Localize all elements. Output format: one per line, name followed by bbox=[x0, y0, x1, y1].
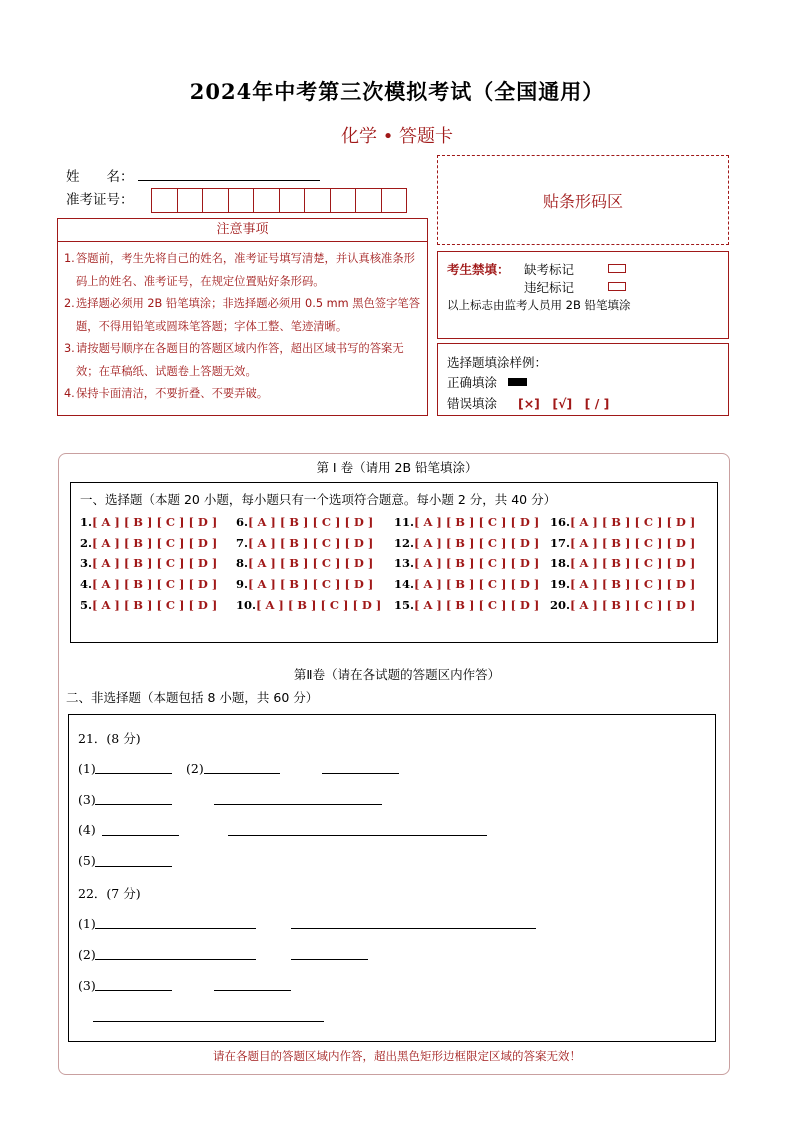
choice-question bbox=[80, 536, 217, 550]
choice-question bbox=[394, 556, 539, 570]
question-number: 19. bbox=[550, 577, 571, 591]
exam-id-digit-box[interactable] bbox=[304, 188, 331, 213]
notice-body bbox=[57, 241, 428, 416]
question-number: 6. bbox=[236, 515, 249, 529]
forbid-label: 考生禁填： bbox=[447, 262, 510, 277]
question-number: 1. bbox=[80, 515, 93, 529]
q21-1-blank[interactable] bbox=[95, 773, 172, 774]
notice-item: 4. 保持卡面清洁，不要折叠、不要弄破。 bbox=[64, 387, 269, 400]
answer-box-21-22 bbox=[68, 714, 716, 1042]
barcode-label: 贴条形码区 bbox=[542, 191, 623, 211]
exam-id-digit-box[interactable] bbox=[279, 188, 306, 213]
page-subtitle: 化学 • 答题卡 bbox=[340, 126, 454, 147]
answer-options[interactable]: [ A ] [ B ] [ C ] [ D ] bbox=[92, 515, 218, 529]
fill-sample-box bbox=[437, 343, 729, 416]
answer-options[interactable]: [ A ] [ B ] [ C ] [ D ] bbox=[92, 536, 218, 550]
choice-question bbox=[236, 515, 373, 529]
question-number: 13. bbox=[394, 556, 415, 570]
exam-id-digit-box[interactable] bbox=[151, 188, 178, 213]
q21-4-label: (4) bbox=[78, 822, 96, 837]
question-number: 2. bbox=[80, 536, 93, 550]
question-number: 20. bbox=[550, 598, 571, 612]
q22-2-label: (2) bbox=[78, 947, 96, 962]
choice-heading: 一、选择题（本题 20 小题，每小题只有一个选项符合题意。每小题 2 分，共 40 分） bbox=[80, 492, 557, 507]
notice-heading: 注意事项 bbox=[57, 218, 428, 242]
choice-question bbox=[394, 577, 539, 591]
absent-mark-box[interactable] bbox=[608, 264, 626, 273]
correct-fill-label: 正确填涂 bbox=[447, 375, 498, 390]
q22-3b-blank[interactable] bbox=[214, 990, 291, 991]
question-number: 10. bbox=[236, 598, 257, 612]
question-number: 11. bbox=[394, 515, 415, 529]
choice-question bbox=[550, 536, 695, 550]
exam-id-digit-box[interactable] bbox=[355, 188, 382, 213]
exam-id-label: 准考证号： bbox=[66, 192, 134, 208]
footer-warning: 请在各题目的答题区域内作答，超出黑色矩形边框限定区域的答案无效！ bbox=[213, 1049, 581, 1063]
question-number: 9. bbox=[236, 577, 249, 591]
violation-mark-label: 违纪标记 bbox=[524, 280, 575, 295]
q21-2-label: (2) bbox=[186, 761, 204, 776]
absent-mark-label: 缺考标记 bbox=[524, 262, 575, 277]
answer-options[interactable]: [ A ] [ B ] [ C ] [ D ] bbox=[414, 556, 540, 570]
answer-options[interactable]: [ A ] [ B ] [ C ] [ D ] bbox=[92, 577, 218, 591]
q21-4-blank[interactable] bbox=[102, 835, 179, 836]
answer-options[interactable]: [ A ] [ B ] [ C ] [ D ] bbox=[570, 577, 696, 591]
part1-title: 第 I 卷（请用 2B 铅笔填涂） bbox=[316, 460, 478, 475]
notice-item: 3. 请按题号顺序在各题目的答题区域内作答，超出区域书写的答案无效；在草稿纸、试题卷上答题无效。 bbox=[64, 342, 404, 378]
q21-2-blank[interactable] bbox=[204, 773, 280, 774]
answer-options[interactable]: [ A ] [ B ] [ C ] [ D ] bbox=[92, 598, 218, 612]
choice-question bbox=[394, 598, 539, 612]
q22-heading: 22．(7 分) bbox=[78, 886, 141, 901]
q22-2-blank[interactable] bbox=[95, 959, 256, 960]
question-number: 4. bbox=[80, 577, 93, 591]
question-number: 18. bbox=[550, 556, 571, 570]
exam-id-digit-box[interactable] bbox=[228, 188, 255, 213]
q21-3b-blank[interactable] bbox=[214, 804, 382, 805]
question-number: 3. bbox=[80, 556, 93, 570]
exam-id-boxes[interactable] bbox=[151, 188, 406, 213]
exam-id-digit-box[interactable] bbox=[177, 188, 204, 213]
part2-heading: 二、非选择题（本题包括 8 小题，共 60 分） bbox=[66, 690, 319, 705]
choice-question bbox=[236, 556, 373, 570]
answer-options[interactable]: [ A ] [ B ] [ C ] [ D ] bbox=[248, 536, 374, 550]
q21-2b-blank[interactable] bbox=[322, 773, 399, 774]
examiner-only-box bbox=[437, 251, 729, 339]
exam-id-digit-box[interactable] bbox=[381, 188, 408, 213]
q21-heading: 21．(8 分) bbox=[78, 731, 141, 746]
choice-question bbox=[394, 536, 539, 550]
forbid-note: 以上标志由监考人员用 2B 铅笔填涂 bbox=[447, 298, 631, 312]
violation-mark-box[interactable] bbox=[608, 282, 626, 291]
question-number: 12. bbox=[394, 536, 415, 550]
name-label: 姓 名： bbox=[66, 169, 134, 185]
choice-question bbox=[550, 598, 695, 612]
q22-3c-blank[interactable] bbox=[93, 1021, 324, 1022]
q22-3-label: (3) bbox=[78, 978, 96, 993]
answer-options[interactable]: [ A ] [ B ] [ C ] [ D ] bbox=[570, 598, 696, 612]
question-number: 5. bbox=[80, 598, 93, 612]
wrong-fill-label: 错误填涂 bbox=[447, 396, 498, 411]
page-title: 2024年中考第三次模拟考试（全国通用） bbox=[189, 79, 605, 104]
choice-question bbox=[236, 577, 373, 591]
question-number: 8. bbox=[236, 556, 249, 570]
exam-id-digit-box[interactable] bbox=[202, 188, 229, 213]
choice-question bbox=[550, 515, 695, 529]
choice-question bbox=[80, 577, 217, 591]
answer-options[interactable]: [ A ] [ B ] [ C ] [ D ] bbox=[414, 598, 540, 612]
choice-question bbox=[80, 515, 217, 529]
filled-mark-icon bbox=[508, 378, 527, 386]
q22-2b-blank[interactable] bbox=[291, 959, 368, 960]
choice-question bbox=[236, 598, 381, 612]
choice-question bbox=[80, 598, 217, 612]
choice-question bbox=[550, 577, 695, 591]
answer-options[interactable]: [ A ] [ B ] [ C ] [ D ] bbox=[92, 556, 218, 570]
choice-question bbox=[236, 536, 373, 550]
answer-options[interactable]: [ A ] [ B ] [ C ] [ D ] bbox=[570, 515, 696, 529]
q21-3-label: (3) bbox=[78, 792, 96, 807]
question-number: 15. bbox=[394, 598, 415, 612]
q21-5-blank[interactable] bbox=[95, 866, 172, 867]
answer-options[interactable]: [ A ] [ B ] [ C ] [ D ] bbox=[414, 536, 540, 550]
q21-1-label: (1) bbox=[78, 761, 96, 776]
answer-options[interactable]: [ A ] [ B ] [ C ] [ D ] bbox=[570, 536, 696, 550]
question-number: 7. bbox=[236, 536, 249, 550]
part2-title: 第Ⅱ卷（请在各试题的答题区内作答） bbox=[293, 667, 501, 682]
q22-1-label: (1) bbox=[78, 916, 96, 931]
answer-options[interactable]: [ A ] [ B ] [ C ] [ D ] bbox=[248, 515, 374, 529]
question-number: 16. bbox=[550, 515, 571, 529]
choice-question bbox=[550, 556, 695, 570]
q22-3-blank[interactable] bbox=[95, 990, 172, 991]
question-number: 17. bbox=[550, 536, 571, 550]
answer-options[interactable]: [ A ] [ B ] [ C ] [ D ] bbox=[248, 556, 374, 570]
answer-options[interactable]: [ A ] [ B ] [ C ] [ D ] bbox=[248, 577, 374, 591]
notice-item: 2. 选择题必须用 2B 铅笔填涂；非选择题必须用 0.5 mm 黑色签字笔答题，不得用铅笔或圆珠笔答题；字体工整、笔迹清晰。 bbox=[64, 297, 420, 333]
wrong-marks: [×] [√] [ / ] bbox=[518, 396, 610, 411]
q22-1b-blank[interactable] bbox=[291, 928, 536, 929]
name-field[interactable] bbox=[138, 180, 320, 181]
exam-id-digit-box[interactable] bbox=[253, 188, 280, 213]
answer-options[interactable]: [ A ] [ B ] [ C ] [ D ] bbox=[414, 577, 540, 591]
choice-question bbox=[80, 556, 217, 570]
sample-heading: 选择题填涂样例： bbox=[447, 355, 548, 370]
exam-id-digit-box[interactable] bbox=[330, 188, 357, 213]
answer-options[interactable]: [ A ] [ B ] [ C ] [ D ] bbox=[414, 515, 540, 529]
barcode-area bbox=[437, 155, 729, 245]
answer-options[interactable]: [ A ] [ B ] [ C ] [ D ] bbox=[570, 556, 696, 570]
choice-question bbox=[394, 515, 539, 529]
answer-options[interactable]: [ A ] [ B ] [ C ] [ D ] bbox=[256, 598, 382, 612]
question-number: 14. bbox=[394, 577, 415, 591]
q21-4b-blank[interactable] bbox=[228, 835, 487, 836]
q21-5-label: (5) bbox=[78, 853, 96, 868]
q22-1-blank[interactable] bbox=[95, 928, 256, 929]
notice-item: 1. 答题前，考生先将自己的姓名，准考证号填写清楚，并认真核准条形码上的姓名、准考证号，在规定位置贴好条形码。 bbox=[64, 252, 415, 288]
q21-3-blank[interactable] bbox=[95, 804, 172, 805]
